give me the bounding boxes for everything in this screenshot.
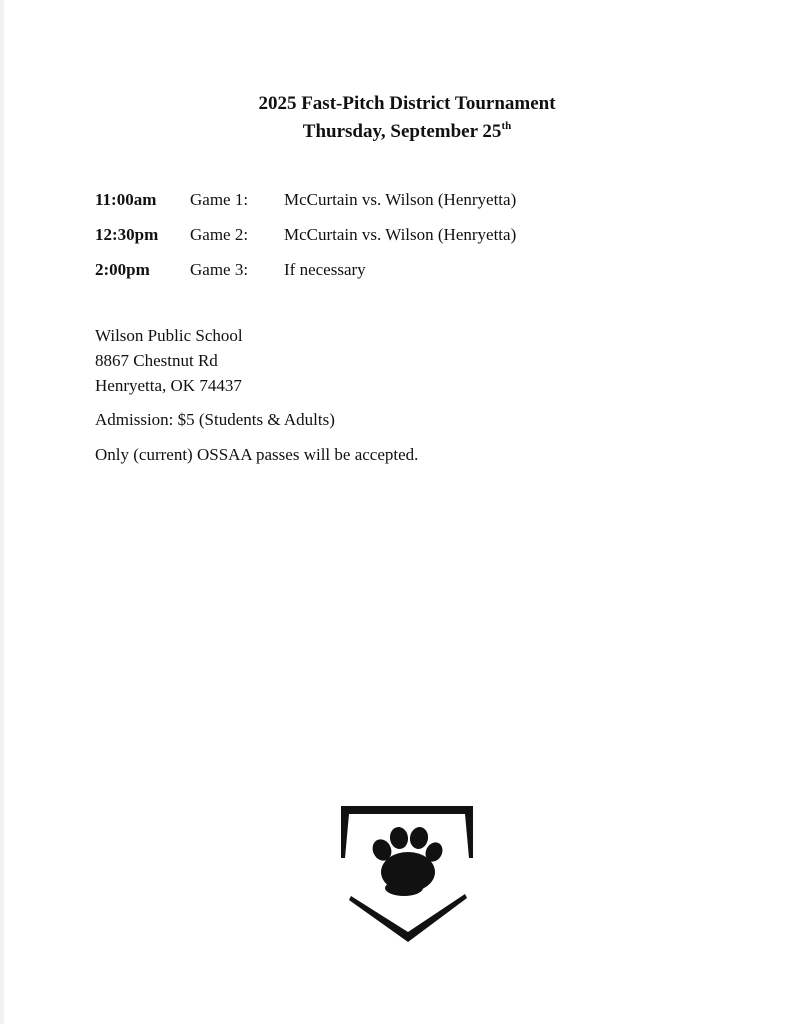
title-block <box>4 90 798 146</box>
admission-info: Admission: $5 (Students & Adults) <box>95 410 335 429</box>
venue-name: Wilson Public School <box>95 326 243 345</box>
paw-print-home-plate-icon <box>333 800 483 950</box>
game-time: 2:00pm <box>95 260 150 279</box>
game-time: 11:00am <box>95 190 157 209</box>
tournament-title: 2025 Fast-Pitch District Tournament <box>258 93 556 114</box>
game-time: 12:30pm <box>95 225 159 244</box>
game-number: Game 3: <box>190 260 249 279</box>
game-number: Game 1: <box>190 190 249 209</box>
passes-note: Only (current) OSSAA passes will be accepted. <box>95 445 419 464</box>
tournament-date <box>4 118 798 146</box>
document-page <box>4 0 798 1024</box>
date-ordinal-suffix: th <box>501 119 512 132</box>
game-matchup: If necessary <box>284 260 366 279</box>
game-number: Game 2: <box>190 225 249 244</box>
game-matchup: McCurtain vs. Wilson (Henryetta) <box>284 225 517 244</box>
game-matchup: McCurtain vs. Wilson (Henryetta) <box>284 190 517 209</box>
date-text: Thursday, September 25 <box>302 121 502 142</box>
venue-city: Henryetta, OK 74437 <box>95 376 242 395</box>
venue-address <box>95 323 243 398</box>
venue-street: 8867 Chestnut Rd <box>95 351 218 370</box>
